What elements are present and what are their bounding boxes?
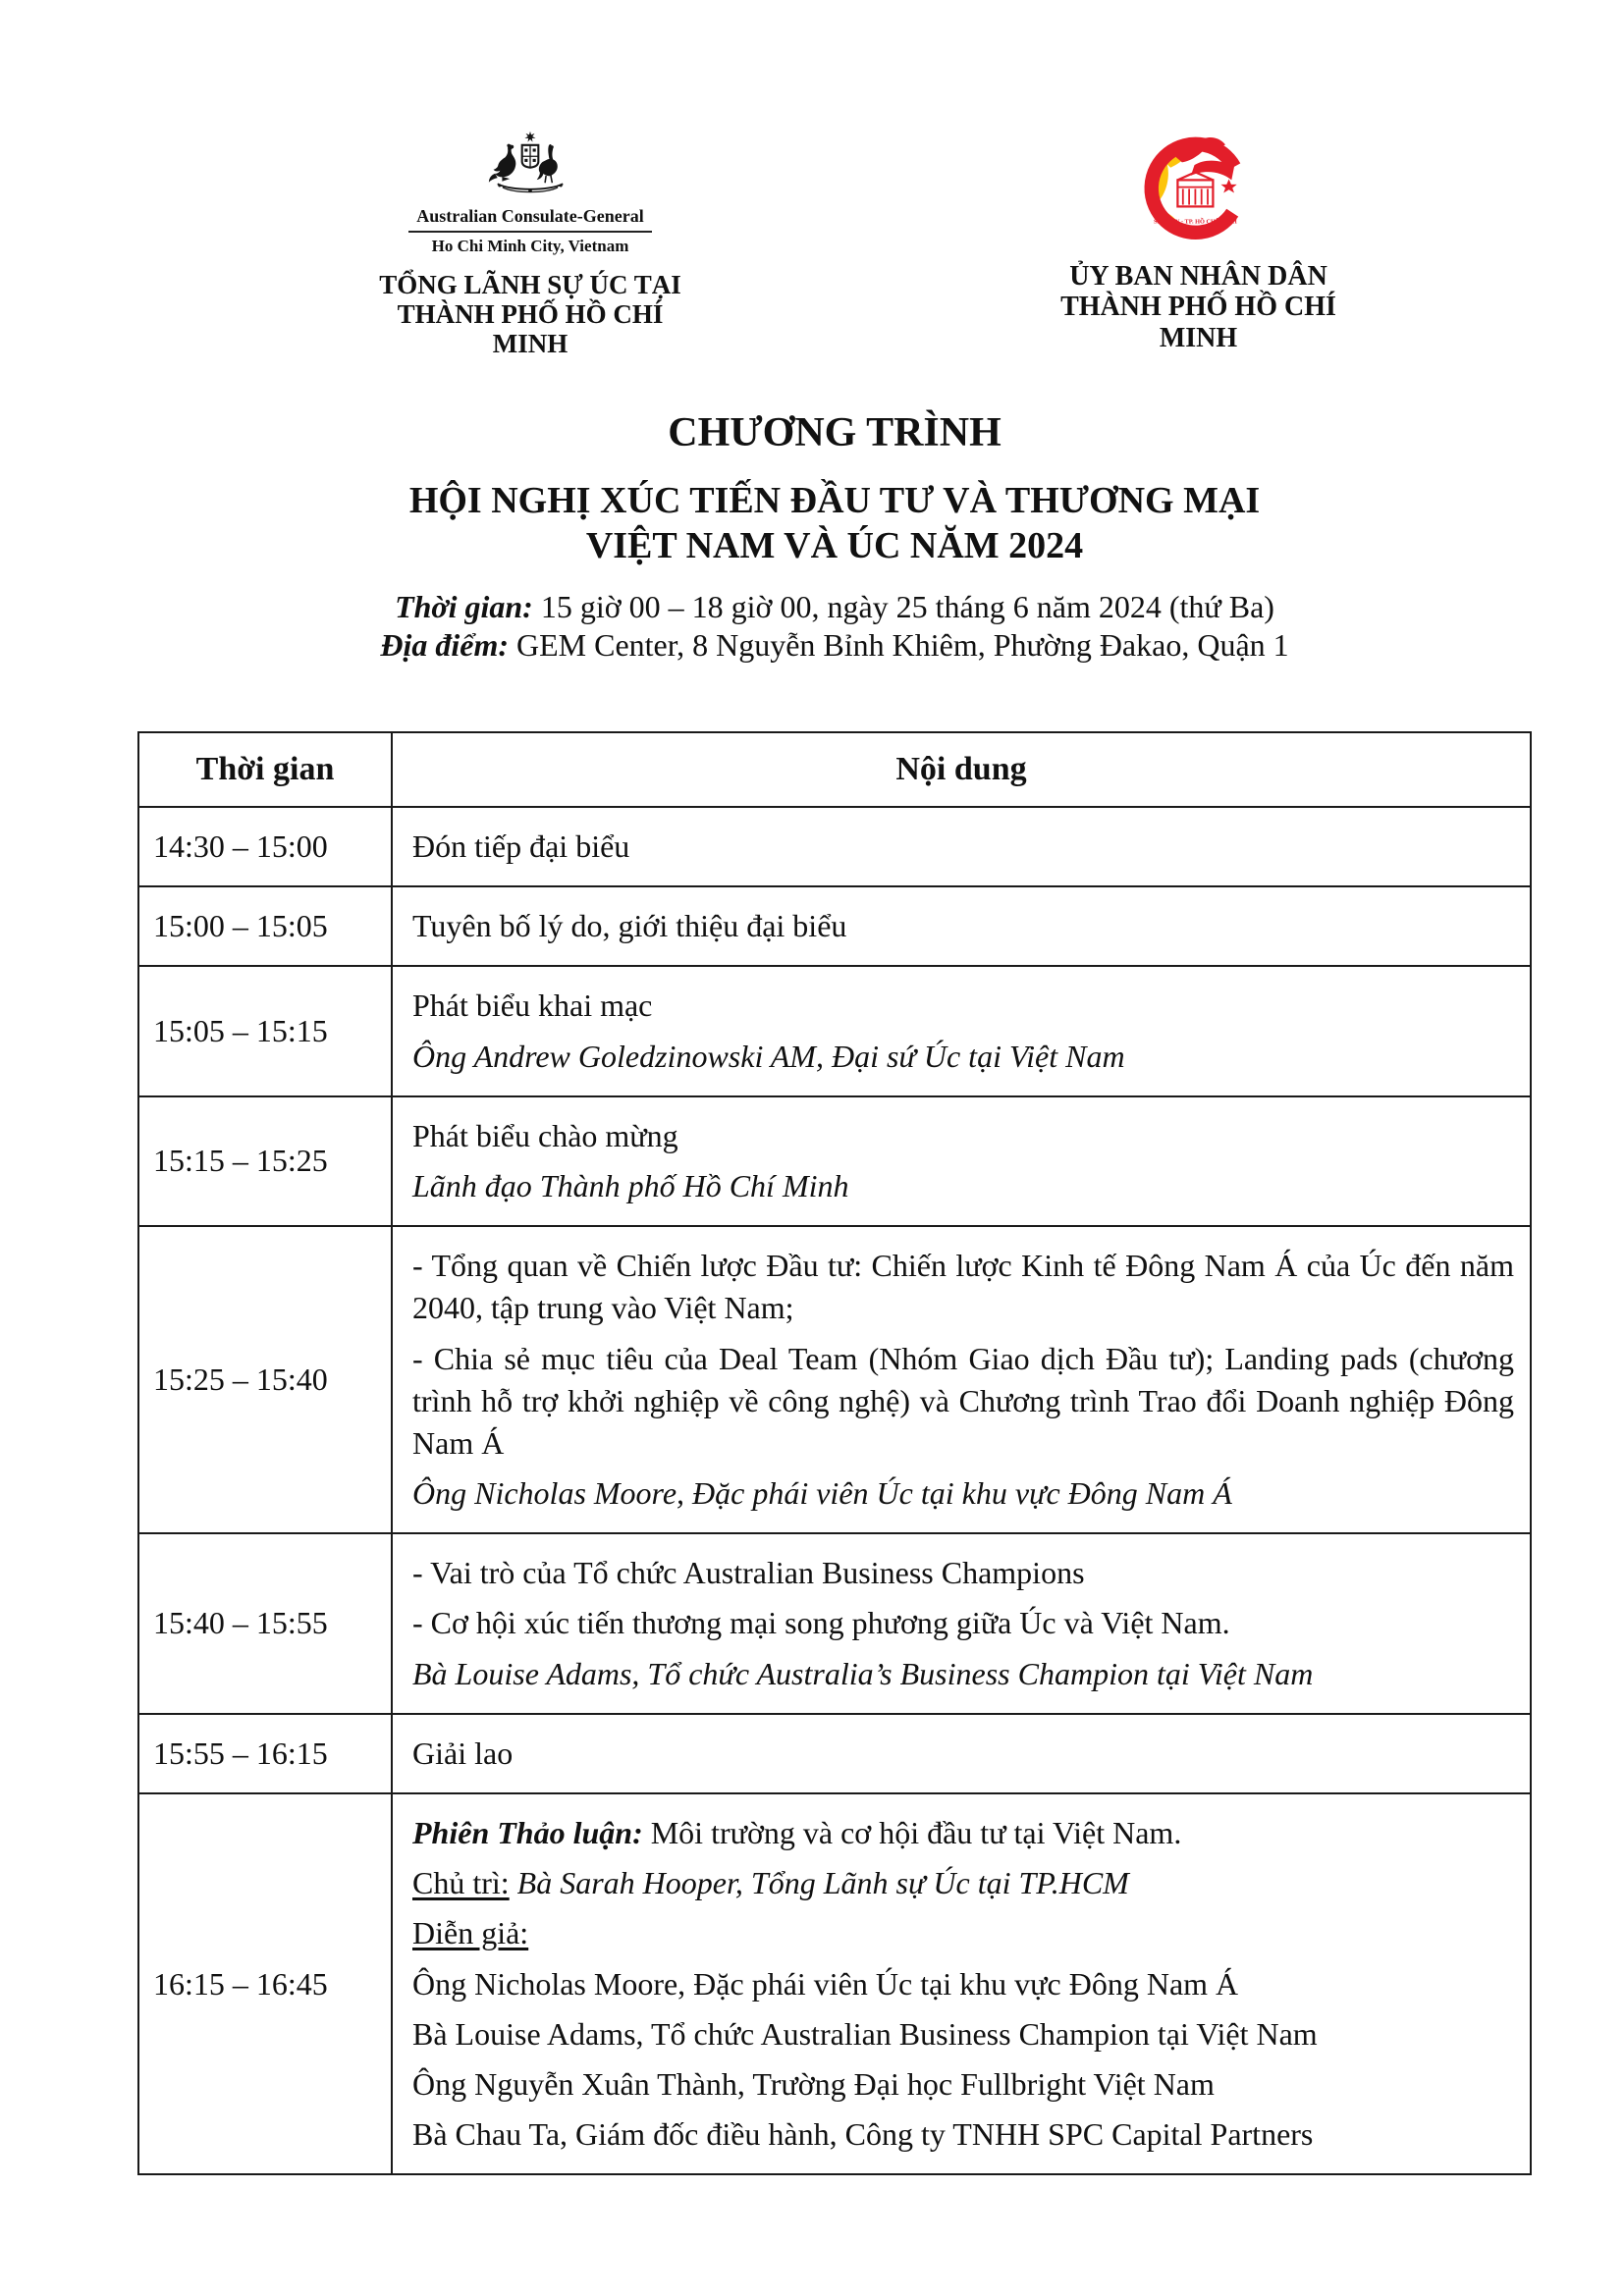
- committee-name-vi-line2: THÀNH PHỐ HỒ CHÍ MINH: [1060, 292, 1336, 353]
- committee-name-vi: [1039, 261, 1358, 353]
- content-line: Giải lao: [412, 1735, 514, 1771]
- content-line: Ông Nicholas Moore, Đặc phái viên Úc tại khu vực Đông Nam Á: [412, 1965, 1239, 2002]
- content-cell: [392, 1226, 1531, 1533]
- content-line: Phát biểu khai mạc: [412, 988, 653, 1024]
- australian-coat-of-arms-icon: [479, 130, 581, 196]
- time-cell: 15:55 – 16:15: [138, 1714, 392, 1793]
- agenda-table-head: [138, 732, 1531, 807]
- content-line: Bà Louise Adams, Tổ chức Australia’s Business Champion tại Việt Nam: [412, 1655, 1314, 1691]
- agenda-row: [138, 1533, 1531, 1714]
- agenda-table-body: [138, 807, 1531, 2174]
- agenda-table: [137, 731, 1532, 2175]
- content-line: Phiên Thảo luận: Môi trường và cơ hội đầu tư tại Việt Nam.: [412, 1815, 1182, 1850]
- agenda-row: [138, 966, 1531, 1095]
- content-line: - Tổng quan về Chiến lược Đầu tư: Chiến lược Kinh tế Đông Nam Á của Úc đến năm 2040, tập trung vào Việt Nam;: [412, 1248, 1514, 1326]
- content-line: - Cơ hội xúc tiến thương mại song phương giữa Úc và Việt Nam.: [412, 1605, 1230, 1641]
- document-subtitle: [137, 479, 1532, 568]
- event-venue-value: GEM Center, 8 Nguyễn Bỉnh Khiêm, Phường Đakao, Quận 1: [508, 627, 1289, 664]
- time-cell: 14:30 – 15:00: [138, 807, 392, 886]
- content-line: Bà Louise Adams, Tổ chức Australian Business Champion tại Việt Nam: [412, 2015, 1318, 2052]
- agenda-row: [138, 1714, 1531, 1793]
- content-cell: [392, 1533, 1531, 1714]
- title-block: [137, 412, 1532, 665]
- column-header-time: Thời gian: [138, 732, 392, 807]
- content-line: Diễn giả:: [412, 1915, 529, 1951]
- content-line: Lãnh đạo Thành phố Hồ Chí Minh: [412, 1167, 849, 1203]
- agenda-row: [138, 1096, 1531, 1226]
- consulate-city-en: Ho Chi Minh City, Vietnam: [431, 237, 629, 255]
- content-line: Đón tiếp đại biểu: [412, 828, 630, 864]
- content-cell: [392, 886, 1531, 966]
- event-time-label: Thời gian:: [395, 589, 533, 625]
- time-cell: 15:25 – 15:40: [138, 1226, 392, 1533]
- consulate-name-vi-line2: THÀNH PHỐ HỒ CHÍ MINH: [397, 299, 664, 359]
- agenda-header-row: [138, 732, 1531, 807]
- content-cell: [392, 966, 1531, 1095]
- content-line: Ông Nicholas Moore, Đặc phái viên Úc tại khu vực Đông Nam Á: [412, 1475, 1232, 1512]
- consulate-name-vi-line1: TỔNG LÃNH SỰ ÚC TẠI: [379, 270, 681, 299]
- event-time: [137, 588, 1532, 626]
- subtitle-line1: HỘI NGHỊ XÚC TIẾN ĐẦU TƯ VÀ THƯƠNG MẠI: [408, 480, 1261, 521]
- content-line: Chủ trì: Bà Sarah Hooper, Tổng Lãnh sự Úc tại TP.HCM: [412, 1865, 1129, 1901]
- content-cell: [392, 1714, 1531, 1793]
- hcmc-logo-caption: SÀI GÒN - TP. HỒ CHÍ MINH: [1153, 218, 1237, 226]
- time-cell: 15:15 – 15:25: [138, 1096, 392, 1226]
- content-line: Bà Chau Ta, Giám đốc điều hành, Công ty TNHH SPC Capital Partners: [412, 2116, 1314, 2153]
- agenda-row: [138, 886, 1531, 966]
- event-venue-label: Địa điểm:: [380, 627, 509, 664]
- event-meta: [137, 588, 1532, 665]
- content-line: - Vai trò của Tổ chức Australian Business Champions: [412, 1555, 1085, 1591]
- agenda-row: [138, 1793, 1531, 2174]
- australian-consulate-block: [378, 130, 682, 359]
- time-cell: 15:00 – 15:05: [138, 886, 392, 966]
- column-header-content: Nội dung: [392, 732, 1531, 807]
- subtitle-line2: VIỆT NAM VÀ ÚC NĂM 2024: [585, 524, 1084, 566]
- hcmc-committee-block: [1039, 133, 1358, 353]
- content-cell: [392, 1096, 1531, 1226]
- time-cell: 15:40 – 15:55: [138, 1533, 392, 1714]
- content-cell: [392, 807, 1531, 886]
- consulate-name-en: Australian Consulate-General: [408, 206, 652, 233]
- time-cell: 16:15 – 16:45: [138, 1793, 392, 2174]
- content-line: - Chia sẻ mục tiêu của Deal Team (Nhóm Giao dịch Đầu tư); Landing pads (chương trình hỗ trợ khởi nghiệp về công nghệ) và Chương trình Trao đổi Doanh nghiệp Đông Nam Á: [412, 1340, 1514, 1461]
- agenda-row: [138, 1226, 1531, 1533]
- committee-name-vi-line1: ỦY BAN NHÂN DÂN: [1069, 261, 1327, 292]
- time-cell: 15:05 – 15:15: [138, 966, 392, 1095]
- consulate-name-vi: [378, 270, 682, 359]
- agenda-row: [138, 807, 1531, 886]
- document-title: CHƯƠNG TRÌNH: [668, 410, 1001, 455]
- content-cell: [392, 1793, 1531, 2174]
- event-time-value: 15 giờ 00 – 18 giờ 00, ngày 25 tháng 6 năm 2024 (thứ Ba): [532, 589, 1274, 625]
- hcmc-logo-icon: [1137, 133, 1261, 251]
- content-line: Ông Nguyễn Xuân Thành, Trường Đại học Fullbright Việt Nam: [412, 2065, 1215, 2102]
- content-line: Phát biểu chào mừng: [412, 1117, 678, 1153]
- event-venue: [137, 626, 1532, 665]
- content-line: Ông Andrew Goledzinowski AM, Đại sứ Úc tại Việt Nam: [412, 1038, 1125, 1074]
- content-line: Tuyên bố lý do, giới thiệu đại biểu: [412, 908, 847, 944]
